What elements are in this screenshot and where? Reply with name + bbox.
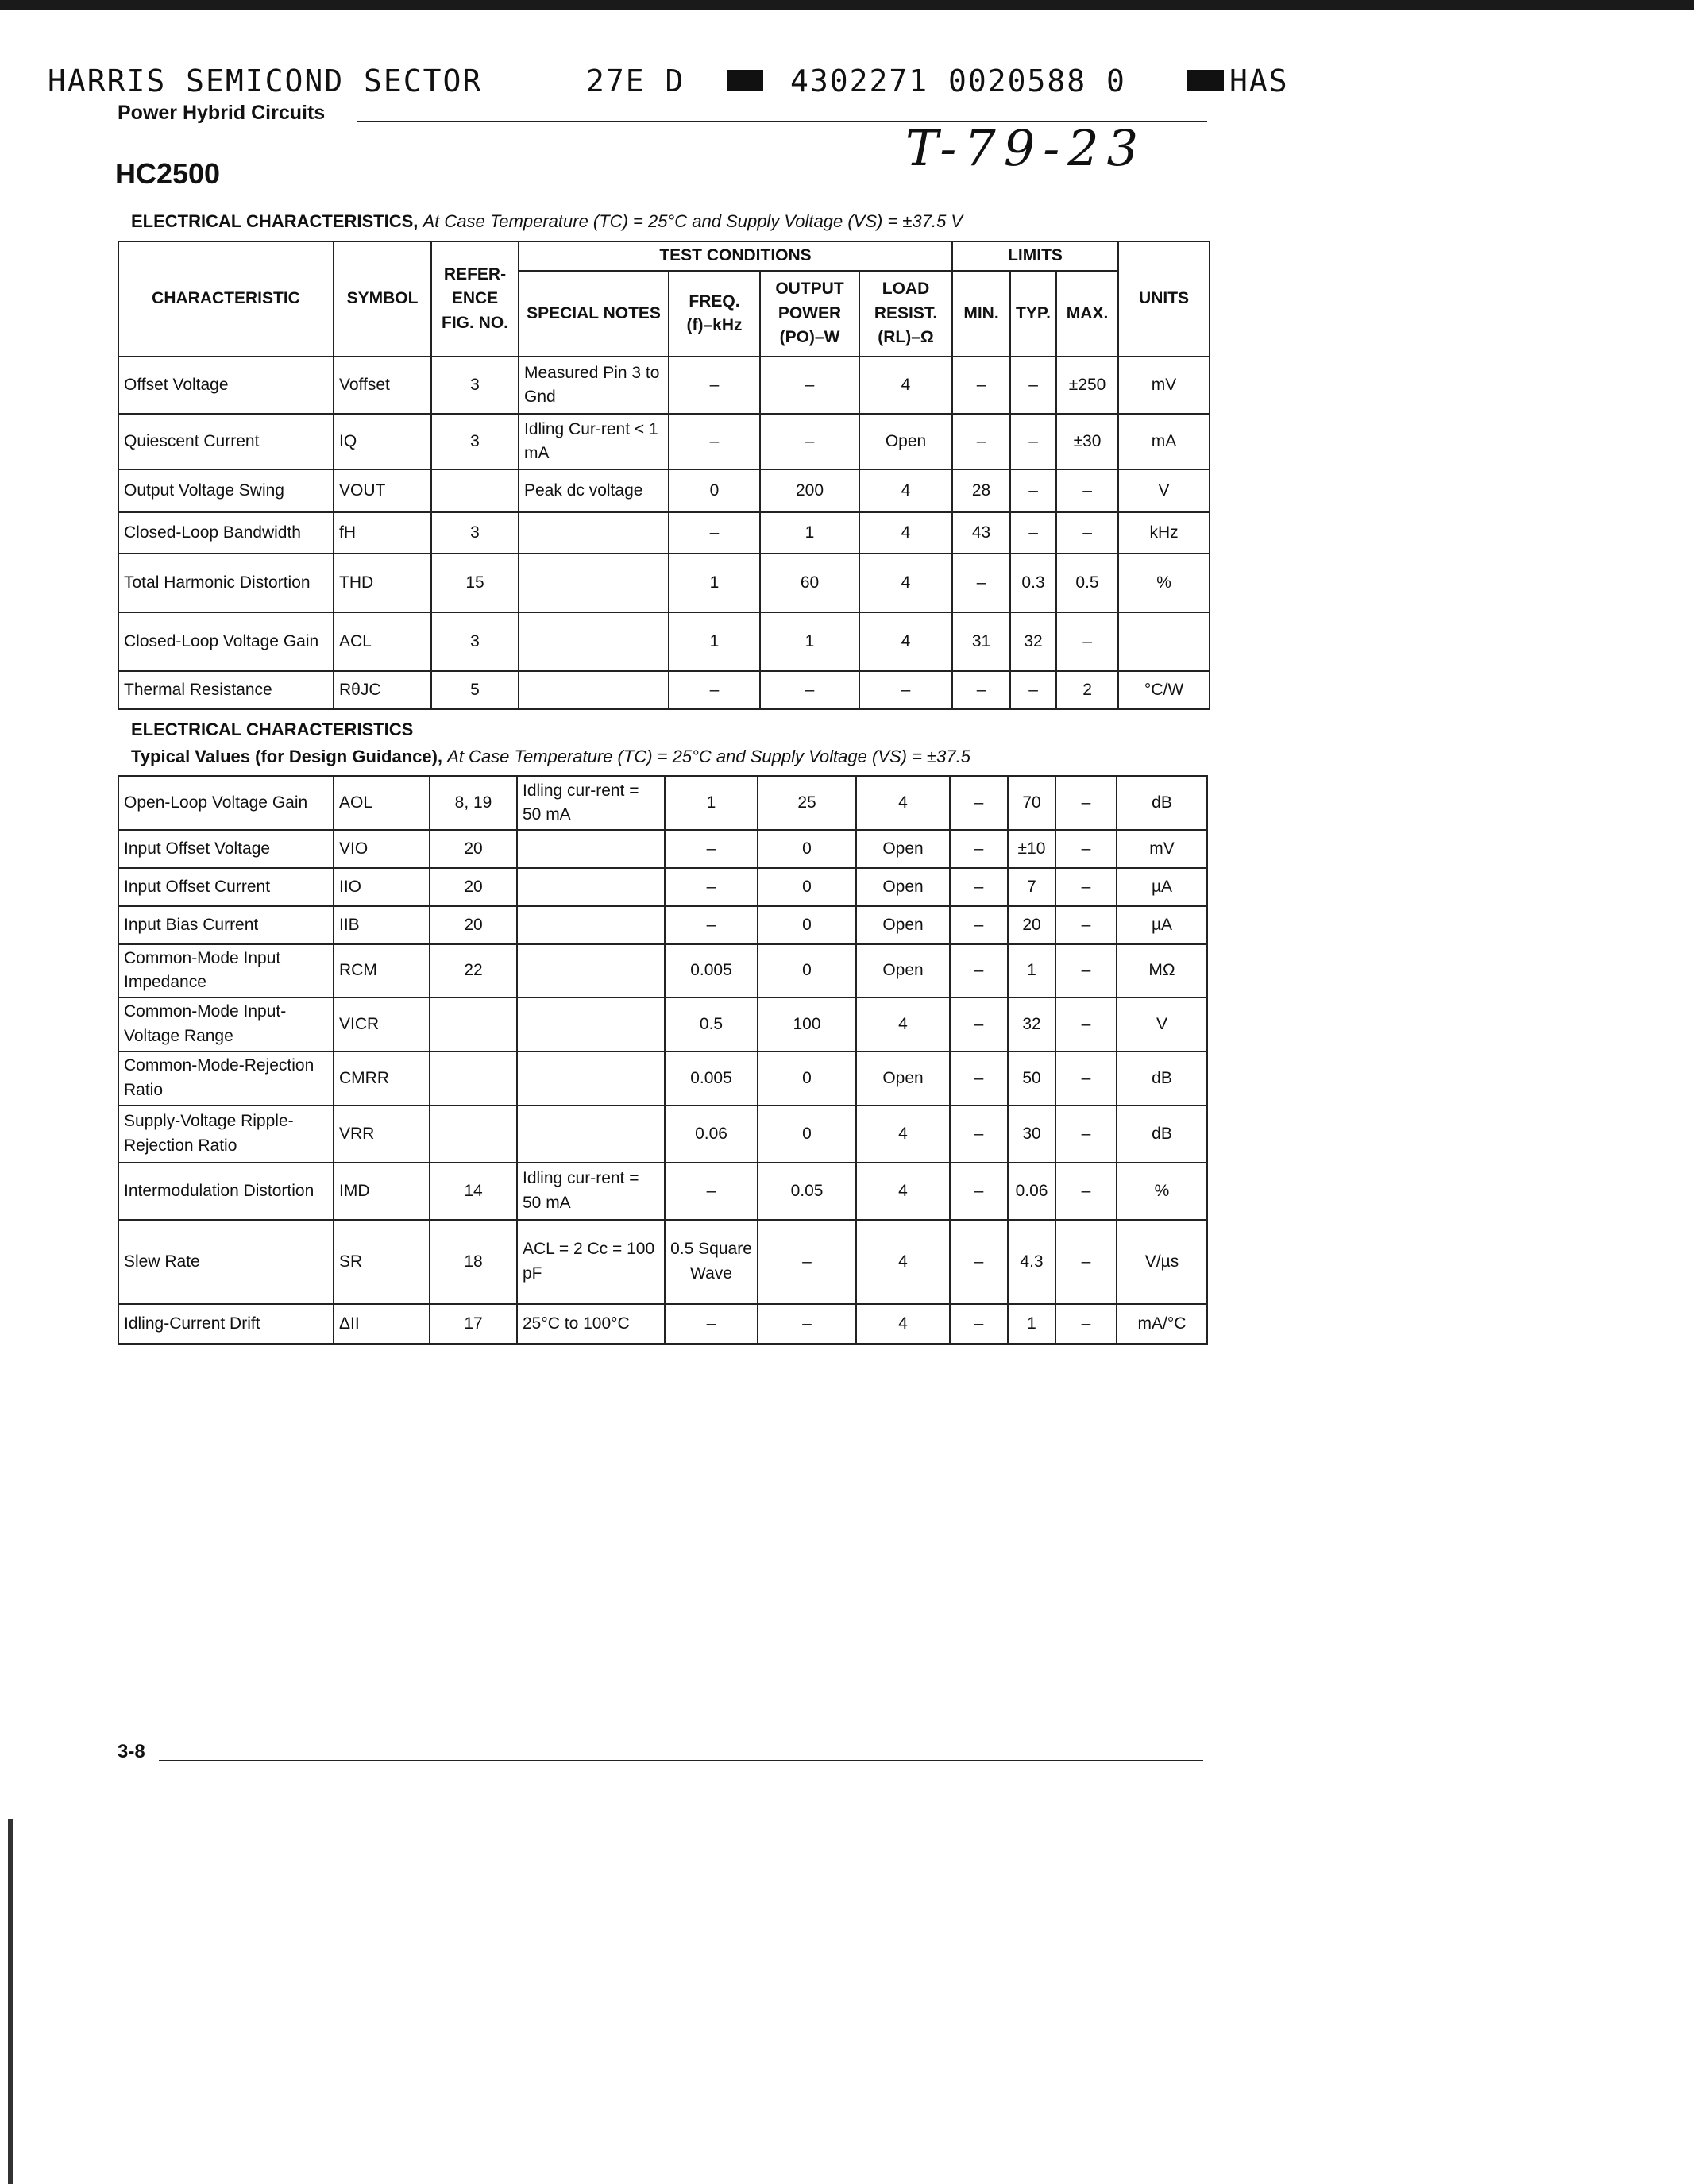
units-cell: mV (1118, 357, 1210, 414)
units-cell: dB (1117, 1106, 1207, 1163)
freq-cell: 1 (665, 776, 758, 830)
characteristic-cell: Output Voltage Swing (118, 469, 334, 512)
symbol-cell: CMRR (334, 1051, 430, 1106)
characteristic-cell: Common-Mode-Rejection Ratio (118, 1051, 334, 1106)
characteristic-cell: Closed-Loop Bandwidth (118, 512, 334, 554)
max-cell: – (1055, 906, 1117, 944)
symbol-cell: ΔII (334, 1304, 430, 1344)
header-units: UNITS (1118, 241, 1210, 357)
table-row (118, 671, 1210, 709)
typ-cell: 7 (1008, 868, 1055, 906)
freq-cell: 1 (669, 554, 760, 612)
table2-title-bold: Typical Values (for Design Guidance), (131, 747, 443, 766)
load-resist-cell: 4 (856, 1304, 950, 1344)
typ-cell: 0.3 (1010, 554, 1056, 612)
freq-cell: – (665, 906, 758, 944)
max-cell: ±250 (1056, 357, 1118, 414)
units-cell: dB (1117, 1051, 1207, 1106)
reference-fig-cell: 14 (430, 1163, 517, 1220)
special-notes-cell (517, 1106, 665, 1163)
output-power-cell: – (758, 1220, 856, 1304)
units-cell: mA (1118, 414, 1210, 469)
characteristic-cell: Common-Mode Input Impedance (118, 944, 334, 997)
typ-cell: – (1010, 512, 1056, 554)
output-power-cell: – (758, 1304, 856, 1344)
reference-fig-cell: 22 (430, 944, 517, 997)
output-power-cell: 25 (758, 776, 856, 830)
reference-fig-cell (430, 1051, 517, 1106)
table-row (118, 1220, 1207, 1304)
header-code-1: 27E D (586, 64, 685, 98)
typ-cell: 70 (1008, 776, 1055, 830)
reference-fig-cell: 15 (431, 554, 519, 612)
part-number: HC2500 (115, 157, 221, 190)
typ-cell: ±10 (1008, 830, 1055, 868)
reference-fig-cell (431, 469, 519, 512)
min-cell: – (950, 830, 1008, 868)
freq-cell: – (669, 414, 760, 469)
max-cell: – (1055, 776, 1117, 830)
table-row (118, 776, 1207, 830)
symbol-cell: IMD (334, 1163, 430, 1220)
units-cell: MΩ (1117, 944, 1207, 997)
load-resist-cell: 4 (856, 997, 950, 1051)
max-cell: – (1055, 944, 1117, 997)
output-power-cell: 1 (760, 512, 859, 554)
typ-cell: – (1010, 671, 1056, 709)
reference-fig-cell: 17 (430, 1304, 517, 1344)
units-cell: µA (1117, 868, 1207, 906)
table2-title-italic: At Case Temperature (TC) = 25°C and Supply Voltage (VS) = ±37.5 (447, 747, 970, 766)
symbol-cell: fH (334, 512, 431, 554)
characteristic-cell: Total Harmonic Distortion (118, 554, 334, 612)
symbol-cell: RCM (334, 944, 430, 997)
output-power-cell: – (760, 414, 859, 469)
max-cell: 2 (1056, 671, 1118, 709)
min-cell: – (950, 1106, 1008, 1163)
company-name: HARRIS SEMICOND SECTOR (48, 64, 483, 98)
freq-cell: 0.005 (665, 1051, 758, 1106)
table2-subtitle (131, 747, 970, 767)
min-cell: – (952, 671, 1010, 709)
table1-title-bold: ELECTRICAL CHARACTERISTICS, (131, 211, 419, 231)
output-power-cell: 1 (760, 612, 859, 671)
table-row (118, 357, 1210, 414)
output-power-cell: 100 (758, 997, 856, 1051)
typ-cell: 1 (1008, 1304, 1055, 1344)
reference-fig-cell (430, 997, 517, 1051)
table2-title (131, 720, 413, 740)
reference-fig-cell: 3 (431, 612, 519, 671)
max-cell: – (1055, 1163, 1117, 1220)
characteristic-cell: Thermal Resistance (118, 671, 334, 709)
units-cell: °C/W (1118, 671, 1210, 709)
freq-cell: – (669, 512, 760, 554)
output-power-cell: 0.05 (758, 1163, 856, 1220)
special-notes-cell (517, 997, 665, 1051)
output-power-cell: 0 (758, 1051, 856, 1106)
symbol-cell: VOUT (334, 469, 431, 512)
load-resist-cell: 4 (859, 554, 952, 612)
min-cell: – (952, 414, 1010, 469)
table-row (118, 554, 1210, 612)
units-cell: mV (1117, 830, 1207, 868)
min-cell: – (950, 1220, 1008, 1304)
table-row (118, 612, 1210, 671)
units-cell: V (1118, 469, 1210, 512)
characteristic-cell: Quiescent Current (118, 414, 334, 469)
output-power-cell: 60 (760, 554, 859, 612)
reference-fig-cell: 20 (430, 830, 517, 868)
min-cell: 43 (952, 512, 1010, 554)
special-notes-cell (519, 554, 669, 612)
max-cell: 0.5 (1056, 554, 1118, 612)
load-resist-cell: 4 (856, 776, 950, 830)
typ-cell: 32 (1008, 997, 1055, 1051)
symbol-cell: VIO (334, 830, 430, 868)
symbol-cell: ACL (334, 612, 431, 671)
freq-cell: – (669, 357, 760, 414)
min-cell: – (950, 1051, 1008, 1106)
typ-cell: 20 (1008, 906, 1055, 944)
max-cell: – (1056, 612, 1118, 671)
footer-rule (159, 1760, 1203, 1761)
max-cell: – (1055, 1051, 1117, 1106)
max-cell: – (1056, 469, 1118, 512)
special-notes-cell: Measured Pin 3 to Gnd (519, 357, 669, 414)
output-power-cell: – (760, 671, 859, 709)
min-cell: – (950, 906, 1008, 944)
output-power-cell: – (760, 357, 859, 414)
table-row (118, 469, 1210, 512)
document-header (48, 64, 1289, 103)
units-cell (1118, 612, 1210, 671)
units-cell: V/µs (1117, 1220, 1207, 1304)
output-power-cell: 200 (760, 469, 859, 512)
min-cell: – (950, 868, 1008, 906)
characteristic-cell: Input Offset Current (118, 868, 334, 906)
load-resist-cell: Open (856, 944, 950, 997)
max-cell: – (1055, 1304, 1117, 1344)
load-resist-cell: Open (856, 906, 950, 944)
characteristic-cell: Open-Loop Voltage Gain (118, 776, 334, 830)
symbol-cell: RθJC (334, 671, 431, 709)
redaction-block (1187, 70, 1224, 91)
reference-fig-cell: 3 (431, 512, 519, 554)
freq-cell: – (669, 671, 760, 709)
typical-values-table (118, 775, 1208, 1345)
freq-cell: 1 (669, 612, 760, 671)
freq-cell: 0.06 (665, 1106, 758, 1163)
units-cell: V (1117, 997, 1207, 1051)
freq-cell: – (665, 1163, 758, 1220)
min-cell: – (950, 997, 1008, 1051)
min-cell: 28 (952, 469, 1010, 512)
max-cell: – (1055, 997, 1117, 1051)
top-border (0, 0, 1694, 10)
typ-cell: – (1010, 414, 1056, 469)
table-row (118, 414, 1210, 469)
min-cell: – (952, 357, 1010, 414)
table-row (118, 1163, 1207, 1220)
freq-cell: 0.005 (665, 944, 758, 997)
special-notes-cell (519, 612, 669, 671)
typ-cell: 32 (1010, 612, 1056, 671)
table1-title (131, 211, 963, 232)
typ-cell: 0.06 (1008, 1163, 1055, 1220)
special-notes-cell: Idling cur-rent = 50 mA (517, 776, 665, 830)
max-cell: – (1055, 868, 1117, 906)
table-row (118, 906, 1207, 944)
min-cell: – (952, 554, 1010, 612)
units-cell: % (1117, 1163, 1207, 1220)
output-power-cell: 0 (758, 830, 856, 868)
load-resist-cell: 4 (856, 1220, 950, 1304)
header-limits: LIMITS (952, 241, 1118, 271)
special-notes-cell (517, 1051, 665, 1106)
symbol-cell: SR (334, 1220, 430, 1304)
reference-fig-cell: 3 (431, 414, 519, 469)
table1-title-italic: At Case Temperature (TC) = 25°C and Supply Voltage (VS) = ±37.5 V (423, 211, 963, 231)
characteristic-cell: Slew Rate (118, 1220, 334, 1304)
load-resist-cell: – (859, 671, 952, 709)
redaction-block (727, 70, 763, 91)
typ-cell: 50 (1008, 1051, 1055, 1106)
special-notes-cell (517, 868, 665, 906)
characteristic-cell: Intermodulation Distortion (118, 1163, 334, 1220)
max-cell: – (1055, 830, 1117, 868)
header-reference: REFER-ENCE FIG. NO. (431, 241, 519, 357)
table-row (118, 1051, 1207, 1106)
units-cell: dB (1117, 776, 1207, 830)
header-typ: TYP. (1010, 271, 1056, 357)
reference-fig-cell: 8, 19 (430, 776, 517, 830)
table-row (118, 512, 1210, 554)
special-notes-cell (517, 906, 665, 944)
special-notes-cell: 25°C to 100°C (517, 1304, 665, 1344)
header-code-3: HAS (1229, 64, 1289, 98)
load-resist-cell: Open (856, 830, 950, 868)
typ-cell: 4.3 (1008, 1220, 1055, 1304)
special-notes-cell (519, 512, 669, 554)
typ-cell: 1 (1008, 944, 1055, 997)
load-resist-cell: 4 (856, 1163, 950, 1220)
symbol-cell: AOL (334, 776, 430, 830)
load-resist-cell: 4 (859, 357, 952, 414)
max-cell: ±30 (1056, 414, 1118, 469)
units-cell: % (1118, 554, 1210, 612)
special-notes-cell: Idling cur-rent = 50 mA (517, 1163, 665, 1220)
table-row (118, 1106, 1207, 1163)
characteristic-cell: Supply-Voltage Ripple-Rejection Ratio (118, 1106, 334, 1163)
units-cell: µA (1117, 906, 1207, 944)
characteristic-cell: Idling-Current Drift (118, 1304, 334, 1344)
max-cell: – (1056, 512, 1118, 554)
symbol-cell: THD (334, 554, 431, 612)
min-cell: – (950, 944, 1008, 997)
typ-cell: – (1010, 357, 1056, 414)
freq-cell: 0.5 (665, 997, 758, 1051)
characteristic-cell: Closed-Loop Voltage Gain (118, 612, 334, 671)
symbol-cell: IQ (334, 414, 431, 469)
output-power-cell: 0 (758, 868, 856, 906)
header-load-resist: LOAD RESIST. (RL)–Ω (859, 271, 952, 357)
table2-title-line1: ELECTRICAL CHARACTERISTICS (131, 720, 414, 739)
load-resist-cell: Open (856, 1051, 950, 1106)
header-test-conditions: TEST CONDITIONS (519, 241, 952, 271)
freq-cell: 0 (669, 469, 760, 512)
header-code-2: 4302271 0020588 0 (790, 64, 1126, 98)
characteristic-cell: Input Offset Voltage (118, 830, 334, 868)
load-resist-cell: 4 (859, 612, 952, 671)
load-resist-cell: 4 (859, 512, 952, 554)
load-resist-cell: 4 (856, 1106, 950, 1163)
symbol-cell: Voffset (334, 357, 431, 414)
load-resist-cell: Open (856, 868, 950, 906)
min-cell: – (950, 1163, 1008, 1220)
table-row (118, 944, 1207, 997)
freq-cell: 0.5 Square Wave (665, 1220, 758, 1304)
reference-fig-cell: 18 (430, 1220, 517, 1304)
special-notes-cell: Idling Cur-rent < 1 mA (519, 414, 669, 469)
reference-fig-cell: 20 (430, 868, 517, 906)
freq-cell: – (665, 830, 758, 868)
header-characteristic: CHARACTERISTIC (118, 241, 334, 357)
special-notes-cell: Peak dc voltage (519, 469, 669, 512)
characteristic-cell: Offset Voltage (118, 357, 334, 414)
units-cell: mA/°C (1117, 1304, 1207, 1344)
header-output-power: OUTPUT POWER (PO)–W (760, 271, 859, 357)
reference-fig-cell: 5 (431, 671, 519, 709)
max-cell: – (1055, 1106, 1117, 1163)
header-max: MAX. (1056, 271, 1118, 357)
load-resist-cell: 4 (859, 469, 952, 512)
scan-edge (8, 1819, 13, 2184)
max-cell: – (1055, 1220, 1117, 1304)
handwritten-annotation: T-79-23 (905, 119, 1147, 177)
min-cell: 31 (952, 612, 1010, 671)
symbol-cell: VRR (334, 1106, 430, 1163)
table-row (118, 830, 1207, 868)
characteristic-cell: Common-Mode Input-Voltage Range (118, 997, 334, 1051)
table-row (118, 997, 1207, 1051)
reference-fig-cell: 20 (430, 906, 517, 944)
special-notes-cell (517, 830, 665, 868)
special-notes-cell: ACL = 2 Cc = 100 pF (517, 1220, 665, 1304)
units-cell: kHz (1118, 512, 1210, 554)
freq-cell: – (665, 868, 758, 906)
symbol-cell: VICR (334, 997, 430, 1051)
characteristic-cell: Input Bias Current (118, 906, 334, 944)
header-special-notes: SPECIAL NOTES (519, 271, 669, 357)
section-subtitle: Power Hybrid Circuits (118, 102, 326, 124)
output-power-cell: 0 (758, 944, 856, 997)
header-min: MIN. (952, 271, 1010, 357)
output-power-cell: 0 (758, 1106, 856, 1163)
reference-fig-cell: 3 (431, 357, 519, 414)
page-number: 3-8 (118, 1741, 145, 1762)
typ-cell: 30 (1008, 1106, 1055, 1163)
freq-cell: – (665, 1304, 758, 1344)
reference-fig-cell (430, 1106, 517, 1163)
load-resist-cell: Open (859, 414, 952, 469)
output-power-cell: 0 (758, 906, 856, 944)
special-notes-cell (517, 944, 665, 997)
special-notes-cell (519, 671, 669, 709)
symbol-cell: IIO (334, 868, 430, 906)
symbol-cell: IIB (334, 906, 430, 944)
table-row (118, 1304, 1207, 1344)
min-cell: – (950, 1304, 1008, 1344)
header-symbol: SYMBOL (334, 241, 431, 357)
electrical-characteristics-table (118, 241, 1210, 710)
table-row (118, 868, 1207, 906)
typ-cell: – (1010, 469, 1056, 512)
header-freq: FREQ. (f)–kHz (669, 271, 760, 357)
min-cell: – (950, 776, 1008, 830)
